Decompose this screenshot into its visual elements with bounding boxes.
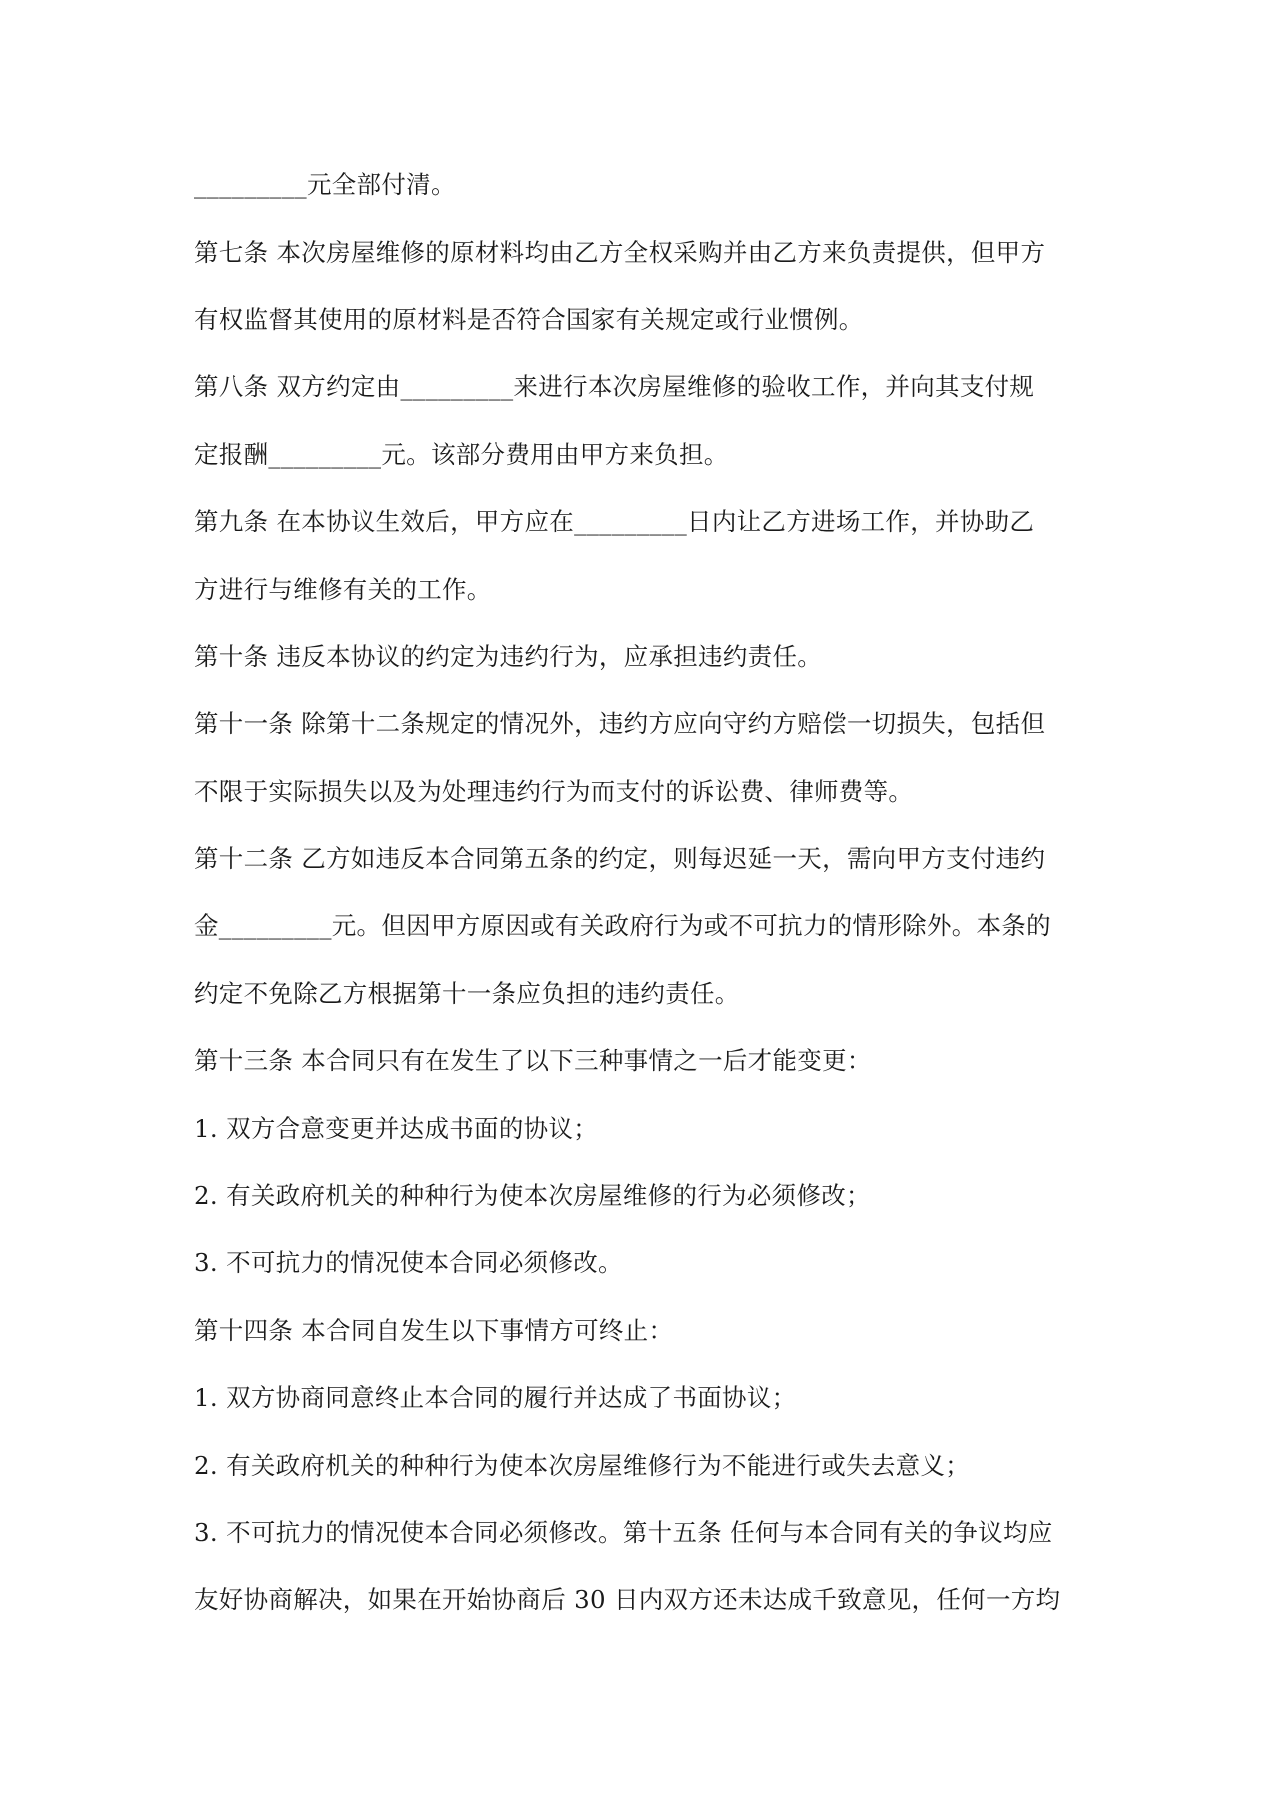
text-line: 金_________元。但因甲方原因或有关政府行为或不可抗力的情形除外。本条的 <box>194 911 1051 940</box>
text-line: 3. 不可抗力的情况使本合同必须修改。 <box>194 1248 623 1277</box>
text-line: 2. 有关政府机关的种种行为使本次房屋维修行为不能进行或失去意义； <box>194 1451 971 1480</box>
text-line: 第九条 在本协议生效后，甲方应在_________日内让乙方进场工作，并协助乙 <box>194 507 1035 536</box>
text-line: 第十条 违反本协议的约定为违约行为，应承担违约责任。 <box>194 642 823 671</box>
text-line: 友好协商解决，如果在开始协商后 30 日内双方还未达成千致意见，任何一方均 <box>194 1585 1061 1614</box>
text-line: 约定不免除乙方根据第十一条应负担的违约责任。 <box>194 979 740 1008</box>
text-line: 2. 有关政府机关的种种行为使本次房屋维修的行为必须修改； <box>194 1181 871 1210</box>
text-line: 定报酬_________元。该部分费用由甲方来负担。 <box>194 440 729 469</box>
text-line: 第七条 本次房屋维修的原材料均由乙方全权采购并由乙方来负责提供，但甲方 <box>194 238 1046 267</box>
text-line: _________元全部付清。 <box>194 170 456 199</box>
text-line: 第十一条 除第十二条规定的情况外，违约方应向守约方赔偿一切损失，包括但 <box>194 709 1046 738</box>
text-line: 3. 不可抗力的情况使本合同必须修改。第十五条 任何与本合同有关的争议均应 <box>194 1518 1053 1547</box>
text-line: 第八条 双方约定由_________来进行本次房屋维修的验收工作，并向其支付规 <box>194 372 1035 401</box>
text-line: 第十三条 本合同只有在发生了以下三种事情之一后才能变更： <box>194 1046 872 1075</box>
text-line: 第十二条 乙方如违反本合同第五条的约定，则每迟延一天，需向甲方支付违约 <box>194 844 1046 873</box>
text-line: 1. 双方合意变更并达成书面的协议； <box>194 1114 599 1143</box>
text-line: 不限于实际损失以及为处理违约行为而支付的诉讼费、律师费等。 <box>194 777 914 806</box>
text-line: 方进行与维修有关的工作。 <box>194 575 492 604</box>
text-line: 第十四条 本合同自发生以下事情方可终止： <box>194 1316 674 1345</box>
text-line: 有权监督其使用的原材料是否符合国家有关规定或行业惯例。 <box>194 305 864 334</box>
text-line: 1. 双方协商同意终止本合同的履行并达成了书面协议； <box>194 1383 797 1412</box>
